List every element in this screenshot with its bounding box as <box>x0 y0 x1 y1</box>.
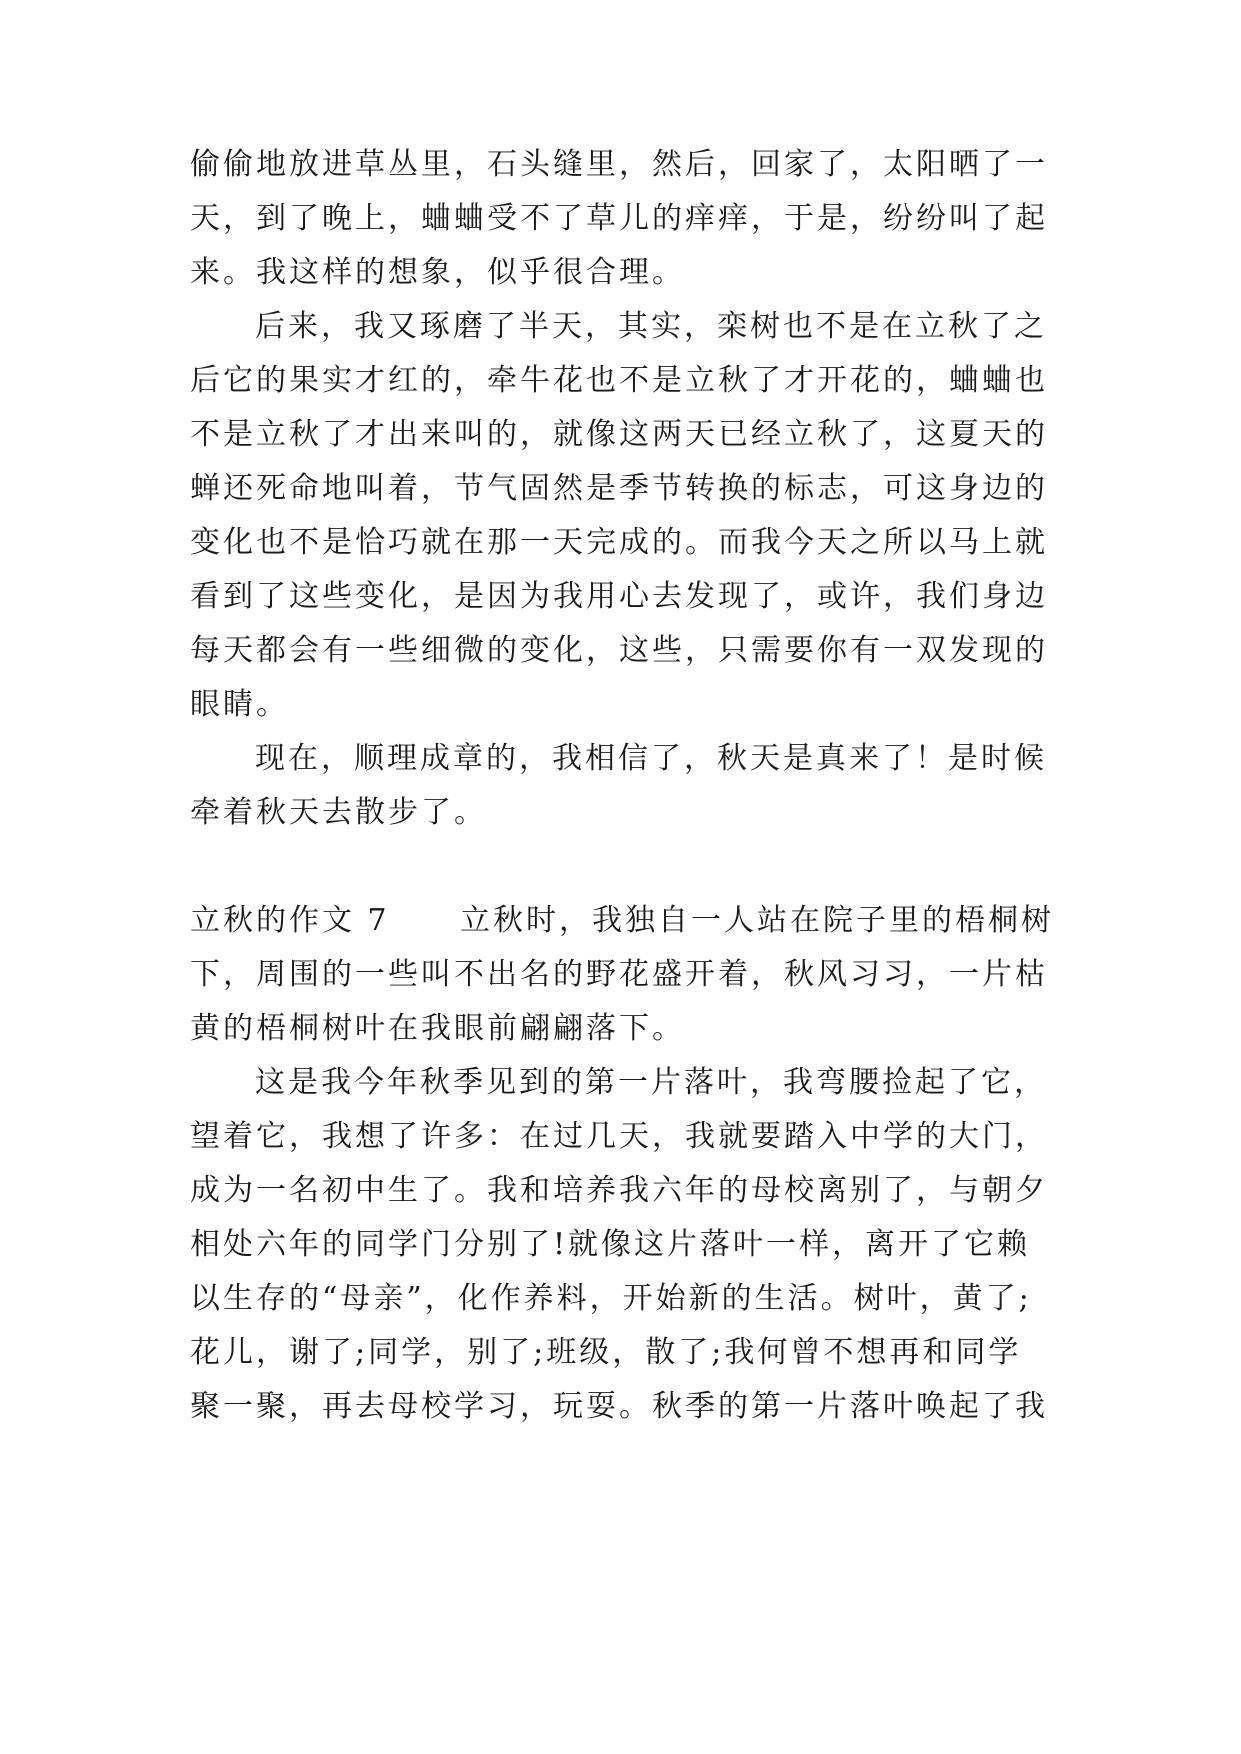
text-line: 眼睛。 <box>190 687 289 722</box>
text-line: 这是我今年秋季见到的第一片落叶，我弯腰捡起了它， <box>255 1065 1047 1100</box>
text-line: 成为一名初中生了。我和培养我六年的母校离别了，与朝夕 <box>190 1173 1048 1208</box>
text-line: 蝉还死命地叫着，节气固然是季节转换的标志，可这身边的 <box>190 471 1048 506</box>
text-line: 以生存的“母亲”，化作养料，开始新的生活。树叶，黄了; <box>190 1281 1032 1316</box>
text-line: 下，周围的一些叫不出名的野花盛开着，秋风习习，一片枯 <box>190 957 1048 992</box>
text-line: 花儿，谢了;同学，别了;班级，散了;我何曾不想再和同学 <box>190 1335 1022 1370</box>
text-line: 立秋时，我独自一人站在院子里的梧桐树 <box>460 903 1054 938</box>
text-line: 看到了这些变化，是因为我用心去发现了，或许，我们身边 <box>190 579 1048 614</box>
text-line: 相处六年的同学门分别了!就像这片落叶一样，离开了它赖 <box>190 1227 1031 1262</box>
text-line: 不是立秋了才出来叫的，就像这两天已经立秋了，这夏天的 <box>190 417 1048 452</box>
text-line: 变化也不是恰巧就在那一天完成的。而我今天之所以马上就 <box>190 525 1048 560</box>
text-line: 黄的梧桐树叶在我眼前翩翩落下。 <box>190 1011 685 1046</box>
text-line: 每天都会有一些细微的变化，这些，只需要你有一双发现的 <box>190 633 1048 668</box>
text-line: 现在，顺理成章的，我相信了，秋天是真来了！是时候 <box>255 741 1047 776</box>
text-line: 来。我这样的想象，似乎很合理。 <box>190 255 685 290</box>
text-line: 偷偷地放进草丛里，石头缝里，然后，回家了，太阳晒了一 <box>190 147 1048 182</box>
essay-title: 立秋的作文 7 <box>190 903 390 938</box>
text-line: 后它的果实才红的，牵牛花也不是立秋了才开花的，蛐蛐也 <box>190 363 1048 398</box>
text-line: 聚一聚，再去母校学习，玩耍。秋季的第一片落叶唤起了我 <box>190 1389 1048 1424</box>
text-line: 后来，我又琢磨了半天，其实，栾树也不是在立秋了之 <box>255 309 1047 344</box>
text-line: 望着它，我想了许多：在过几天，我就要踏入中学的大门， <box>190 1119 1048 1154</box>
essay-title-line <box>190 896 1054 946</box>
text-line: 天，到了晚上，蛐蛐受不了草儿的痒痒，于是，纷纷叫了起 <box>190 201 1048 236</box>
text-line: 牵着秋天去散步了。 <box>190 795 487 830</box>
